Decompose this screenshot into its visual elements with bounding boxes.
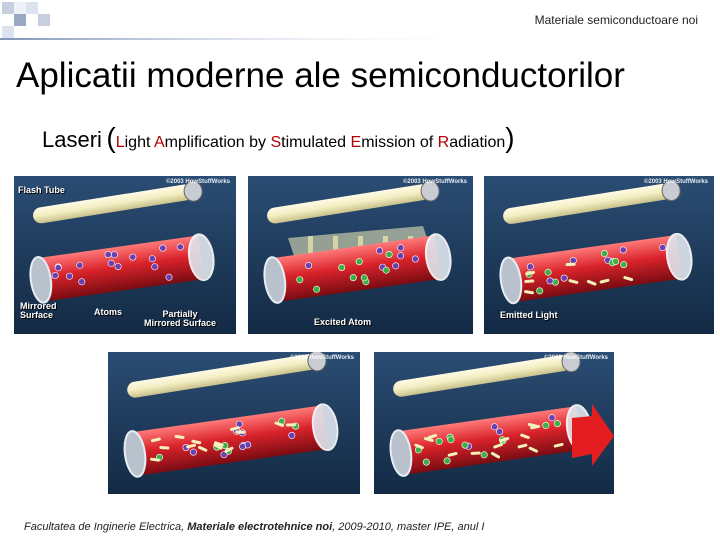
atom xyxy=(547,278,553,284)
atom xyxy=(660,244,666,250)
atom xyxy=(52,272,58,278)
atom xyxy=(130,254,136,260)
laser-illustration-5 xyxy=(374,352,614,494)
atom xyxy=(361,275,367,281)
atom xyxy=(66,273,72,279)
atom xyxy=(289,432,295,438)
atom xyxy=(152,264,158,270)
atom xyxy=(620,247,626,253)
atom xyxy=(190,449,196,455)
light-arrow xyxy=(308,236,313,254)
atom xyxy=(423,459,429,465)
open-paren: ( xyxy=(106,122,116,153)
laser-panel-5 xyxy=(374,352,614,494)
atom xyxy=(412,256,418,262)
acronym-expansion xyxy=(116,134,506,151)
atom xyxy=(527,264,533,270)
footer-text xyxy=(24,521,484,533)
copyright-text: ©2003 HowStuffWorks xyxy=(290,355,354,361)
atom xyxy=(462,442,468,448)
header-text: Materiale semiconductoare noi xyxy=(534,13,698,27)
atom xyxy=(108,260,114,266)
laser-panel-1 xyxy=(14,176,236,334)
atom xyxy=(115,263,121,269)
subtitle-word: Laseri xyxy=(42,127,102,152)
laser-panel-2 xyxy=(248,176,473,334)
atom xyxy=(105,251,111,257)
atom xyxy=(313,286,319,292)
atom xyxy=(77,262,83,268)
copyright-text: ©2003 HowStuffWorks xyxy=(644,179,708,185)
acronym-text: timulated xyxy=(281,134,351,151)
excited-atom-label: Excited Atom xyxy=(314,317,372,327)
copyright-text: ©2003 HowStuffWorks xyxy=(166,179,230,185)
acronym-initial: E xyxy=(350,134,362,151)
atom xyxy=(177,244,183,250)
atom xyxy=(149,256,155,262)
atom xyxy=(239,443,245,449)
atom xyxy=(79,279,85,285)
photon xyxy=(286,423,296,426)
laser-panel-4 xyxy=(108,352,360,494)
partially-mirrored-label: Partially Mirrored Surface xyxy=(144,309,217,328)
slide-title: Aplicatii moderne ale semiconductorilor xyxy=(16,56,625,95)
atom xyxy=(160,245,166,251)
copyright-text: ©2003 HowStuffWorks xyxy=(403,179,467,185)
atom xyxy=(545,269,551,275)
atom xyxy=(339,264,345,270)
close-paren: ) xyxy=(505,122,515,153)
mirrored-surface-label: Mirrored Surface xyxy=(20,301,57,320)
atom xyxy=(356,258,362,264)
atom xyxy=(612,258,618,264)
laser-illustration-4 xyxy=(108,352,360,494)
atom xyxy=(436,438,442,444)
atom xyxy=(561,275,567,281)
atom xyxy=(350,274,356,280)
photon xyxy=(471,451,481,455)
atom xyxy=(386,251,392,257)
acronym-text: mission of xyxy=(361,134,438,151)
laser-panel-3 xyxy=(484,176,714,334)
atom xyxy=(601,250,607,256)
slide-subtitle xyxy=(42,122,515,154)
atom xyxy=(491,424,497,430)
atom xyxy=(166,274,172,280)
atom xyxy=(549,415,555,421)
flash-tube-label: Flash Tube xyxy=(18,185,65,195)
atom xyxy=(621,261,627,267)
atom xyxy=(537,288,543,294)
copyright-text: ©2003 HowStuffWorks xyxy=(544,355,608,361)
atom xyxy=(111,252,117,258)
atom xyxy=(444,458,450,464)
atom xyxy=(398,245,404,251)
atom xyxy=(383,267,389,273)
acronym-initial: A xyxy=(153,134,165,151)
acronym-initial: S xyxy=(270,134,282,151)
laser-illustration-2 xyxy=(248,176,473,334)
acronym-text: mplification by xyxy=(164,134,271,151)
footer-pre: Facultatea de Inginerie Electrica, xyxy=(24,521,188,533)
acronym-text: ight xyxy=(124,134,154,151)
footer-post: , 2009-2010, master IPE, anul I xyxy=(332,521,485,533)
photon xyxy=(235,430,245,434)
atom xyxy=(397,253,403,259)
atom xyxy=(554,420,560,426)
atom xyxy=(55,265,61,271)
acronym-text: adiation xyxy=(449,134,506,151)
acronym-initial: L xyxy=(115,134,125,151)
atom xyxy=(543,422,549,428)
atom xyxy=(305,262,311,268)
footer-course: Materiale electrotehnice noi xyxy=(187,521,333,533)
atom xyxy=(496,429,502,435)
atom xyxy=(481,452,487,458)
atoms-label: Atoms xyxy=(94,307,123,317)
atom xyxy=(393,263,399,269)
atom xyxy=(448,437,454,443)
atom xyxy=(376,248,382,254)
emitted-light-label: Emitted Light xyxy=(500,310,558,320)
atom xyxy=(297,277,303,283)
photon xyxy=(566,263,576,266)
acronym-initial: R xyxy=(437,134,450,151)
